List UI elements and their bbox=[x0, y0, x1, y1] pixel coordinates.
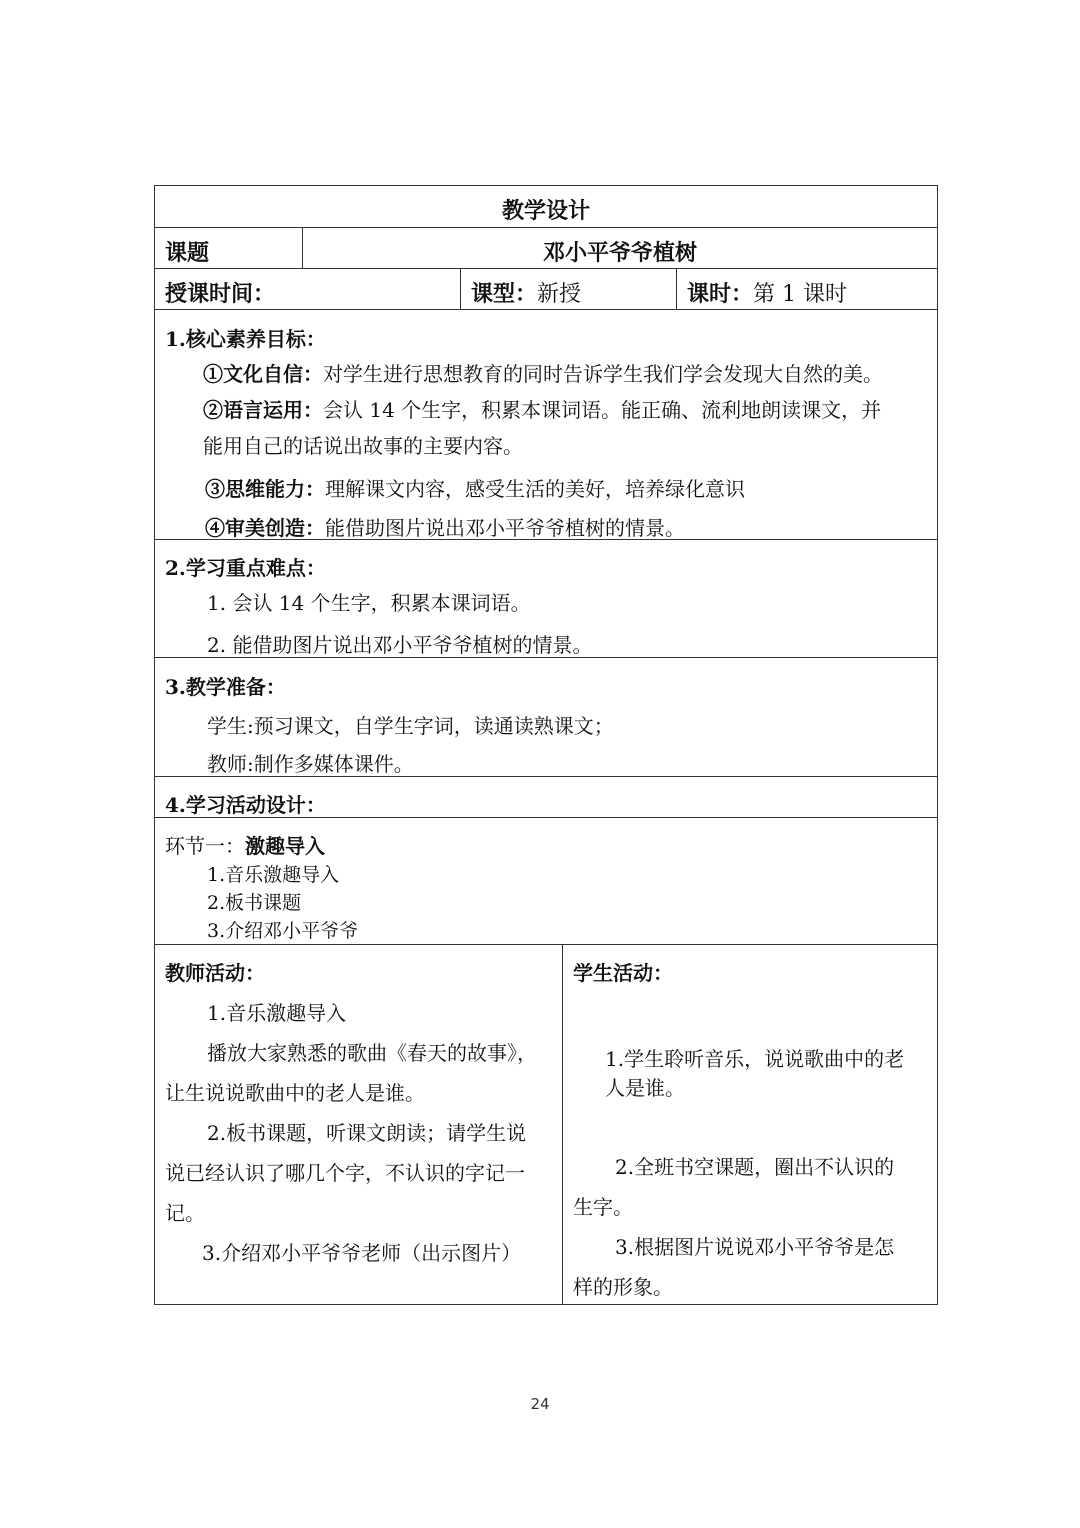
period-label: 课时： bbox=[687, 281, 754, 307]
section4-heading: 4.学习活动设计： bbox=[165, 793, 326, 817]
goal-language-cont: 能用自己的话说出故事的主要内容。 bbox=[203, 434, 523, 458]
lesson-period bbox=[687, 277, 847, 308]
stage1-item-3: 3.介绍邓小平爷爷 bbox=[207, 920, 359, 942]
section-preparation bbox=[154, 657, 938, 777]
topic-label: 课题 bbox=[165, 240, 210, 266]
teacher-line: 记。 bbox=[165, 1201, 205, 1225]
section3-heading: 3.教学准备： bbox=[165, 675, 286, 699]
teacher-line: 让生说说歌曲中的老人是谁。 bbox=[165, 1081, 425, 1105]
section2-heading: 2.学习重点难点： bbox=[165, 556, 326, 580]
topic-row bbox=[154, 227, 938, 269]
prep-student: 学生:预习课文，自学生字词，读通读熟课文； bbox=[207, 714, 614, 738]
teacher-line: 播放大家熟悉的歌曲《春天的故事》， bbox=[207, 1041, 537, 1065]
stage1-item-1: 1.音乐激趣导入 bbox=[207, 864, 340, 886]
stage1-item-2: 2.板书课题 bbox=[207, 892, 302, 914]
prep-teacher: 教师:制作多媒体课件。 bbox=[207, 752, 414, 776]
teacher-heading: 教师活动： bbox=[165, 961, 265, 985]
teacher-line: 3.介绍邓小平爷爷老师（出示图片） bbox=[202, 1241, 522, 1265]
student-line: 1.学生聆听音乐，说说歌曲中的老 bbox=[605, 1047, 905, 1071]
section-core-goals bbox=[154, 309, 938, 540]
time-label: 授课时间： bbox=[165, 281, 276, 307]
table-title: 教学设计 bbox=[501, 198, 590, 224]
teacher-line: 说已经认识了哪几个字，不认识的字记一 bbox=[165, 1161, 525, 1185]
teacher-line: 2.板书课题，听课文朗读；请学生说 bbox=[207, 1121, 527, 1145]
student-line: 人是谁。 bbox=[605, 1076, 685, 1100]
period-value: 第 1 课时 bbox=[753, 282, 847, 307]
stage-one bbox=[154, 817, 938, 945]
goal-culture: ①文化自信：对学生进行思想教育的同时告诉学生我们学会发现大自然的美。 bbox=[203, 362, 883, 386]
key-point-1: 1. 会认 14 个生字，积累本课词语。 bbox=[207, 591, 531, 615]
goal-aesthetic: ④审美创造：能借助图片说出邓小平爷爷植树的情景。 bbox=[205, 516, 685, 540]
student-line: 2.全班书空课题，圈出不认识的 bbox=[615, 1155, 895, 1179]
topic-value: 邓小平爷爷植树 bbox=[542, 240, 697, 266]
goal-language: ②语言运用：会认 14 个生字，积累本课词语。能正确、流利地朗读课文，并 bbox=[203, 398, 882, 422]
section-key-points bbox=[154, 539, 938, 658]
student-line: 生字。 bbox=[573, 1195, 633, 1219]
info-row bbox=[154, 268, 938, 310]
type-value: 新授 bbox=[537, 282, 582, 307]
stage1-heading: 环节一：激趣导入 bbox=[165, 834, 325, 858]
key-point-2: 2. 能借助图片说出邓小平爷爷植树的情景。 bbox=[207, 633, 593, 657]
student-heading: 学生活动： bbox=[573, 961, 673, 985]
teacher-line: 1.音乐激趣导入 bbox=[207, 1001, 347, 1025]
section-activities bbox=[154, 776, 938, 818]
section1-heading: 1.核心素养目标： bbox=[165, 327, 326, 351]
student-line: 3.根据图片说说邓小平爷爷是怎 bbox=[615, 1235, 895, 1259]
lesson-type bbox=[471, 277, 581, 308]
student-line: 样的形象。 bbox=[573, 1275, 673, 1299]
page-number: 24 bbox=[530, 1395, 550, 1413]
title-row bbox=[154, 185, 938, 228]
goal-thinking: ③思维能力：理解课文内容，感受生活的美好，培养绿化意识 bbox=[205, 477, 745, 501]
type-label: 课型： bbox=[471, 281, 538, 307]
activities-row bbox=[154, 944, 938, 1305]
